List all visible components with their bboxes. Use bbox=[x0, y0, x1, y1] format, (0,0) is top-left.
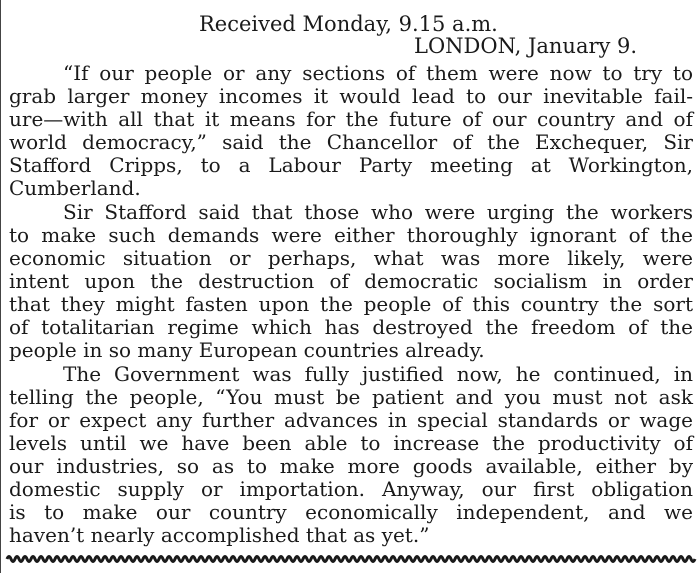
paragraph-3-line: The Government was fully justified now, he continued, in bbox=[63, 362, 693, 386]
paragraph-2-line: people in so many European countries already. bbox=[9, 338, 485, 362]
paragraph-1-line: grab larger money incomes it would lead to our inevitable fail- bbox=[9, 84, 693, 108]
paragraph-2-line: to make such demands were either thoroughly ignorant of the bbox=[9, 223, 693, 247]
paragraph-3-line: domestic supply or importation. Anyway, our first obligation bbox=[9, 477, 693, 501]
paragraph-1-line: Stafford Cripps, to a Labour Party meeting at Workington, bbox=[9, 153, 693, 177]
received-dateline: Received Monday, 9.15 a.m. bbox=[199, 12, 498, 36]
paragraph-3-line: haven’t nearly accomplished that as yet.” bbox=[9, 523, 430, 547]
paragraph-3-line: for or expect any further advances in special standards or wage bbox=[9, 408, 693, 432]
paragraph-2-line: economic situation or perhaps, what was more likely, were bbox=[9, 246, 693, 270]
paragraph-3-line: our industries, so as to make more goods available, either by bbox=[9, 454, 693, 478]
paragraph-2-line: intent upon the destruction of democratic socialism in order bbox=[9, 269, 693, 293]
paragraph-1-line: “If our people or any sections of them were now to try to bbox=[63, 61, 693, 85]
wavy-divider-rule bbox=[1, 552, 700, 566]
paragraph-1-line: Cumberland. bbox=[9, 176, 141, 200]
paragraph-3-line: telling the people, “You must be patient and you must not ask bbox=[9, 385, 693, 409]
paragraph-1-line: ure—with all that it means for the future of our country and of bbox=[9, 107, 693, 131]
paragraph-2-line: Sir Stafford said that those who were urging the workers bbox=[63, 200, 693, 224]
paragraph-1-line: world democracy,” said the Chancellor of the Exchequer, Sir bbox=[9, 130, 693, 154]
paragraph-3-line: levels until we have been able to increase the productivity of bbox=[9, 431, 693, 455]
paragraph-2-line: that they might fasten upon the people of this country the sort bbox=[9, 292, 693, 316]
place-dateline: LONDON, January 9. bbox=[414, 34, 638, 58]
paragraph-3-line: is to make our country economically independent, and we bbox=[9, 500, 693, 524]
paragraph-2-line: of totalitarian regime which has destroyed the freedom of the bbox=[9, 315, 693, 339]
